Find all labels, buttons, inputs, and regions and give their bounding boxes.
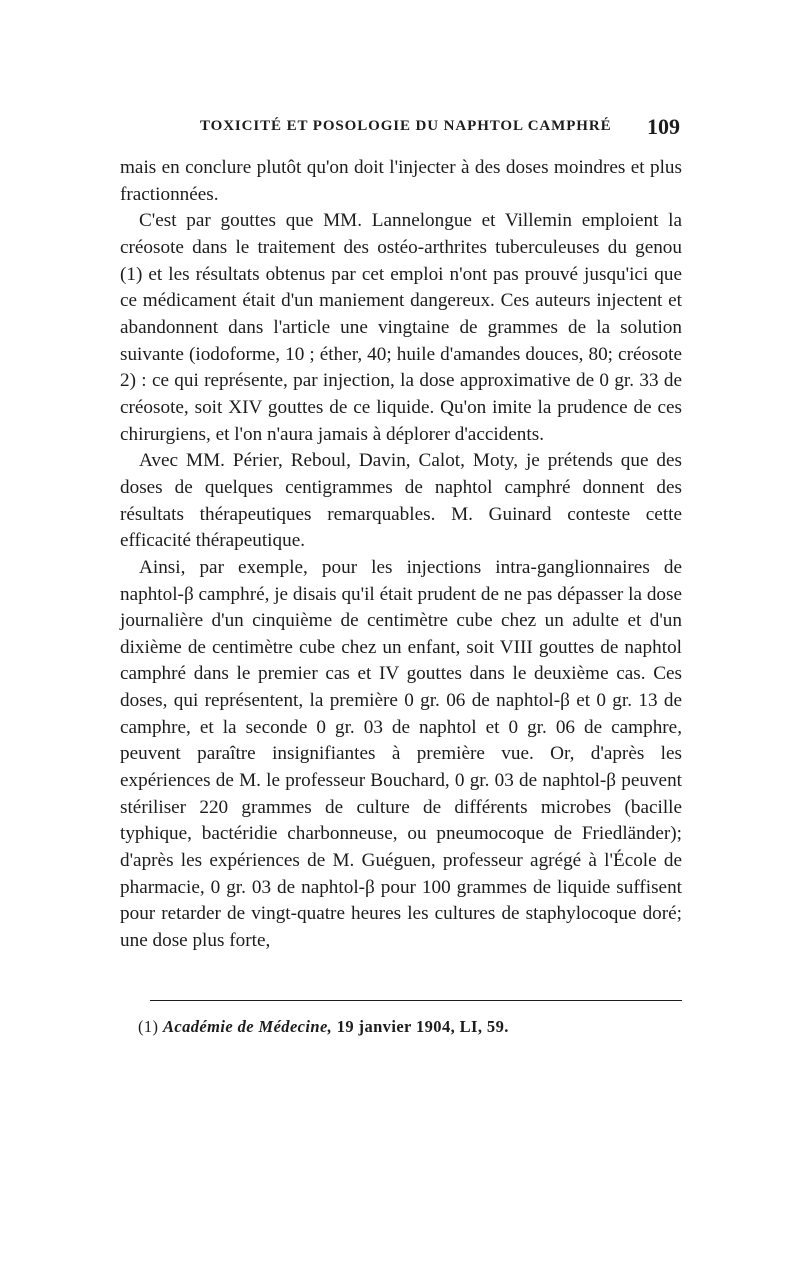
paragraph-doses: Avec MM. Périer, Reboul, Davin, Calot, Moty, je prétends que des doses de quelques centigrammes de naphtol camphré donnent des résultats thérapeutiques remarquables. M. Guinard conteste cette efficacité thérapeutique. xyxy=(120,450,682,552)
running-title: TOXICITÉ ET POSOLOGIE DU NAPHTOL CAMPHRÉ xyxy=(200,118,612,134)
paragraph-creosote: C'est par gouttes que MM. Lannelongue et Villemin emploient la créosote dans le traitement des ostéo-arthrites tuberculeuses du genou (1) et les résultats obtenus par cet emploi n'ont pas prouvé jusqu'ici que ce médicament était d'un maniement dangereux. Ces auteurs injectent et abandonnent dans l'article une vingtaine de grammes de la solution suivante (iodoforme, 10 ; éther, 40; huile d'amandes douces, 80; créosote 2) : ce qui représente, par injection, la dose approximative de 0 gr. 33 de créosote, soit XIV gouttes de ce liquide. Qu'on imite la prudence de ces chirurgiens, et l'on n'aura jamais à déplorer d'accidents. xyxy=(120,210,682,445)
body-text xyxy=(120,155,682,955)
footnote-journal: Académie de Médecine, xyxy=(162,1017,333,1036)
footnote-marker: (1) xyxy=(138,1017,159,1036)
footnote-reference: 19 janvier 1904, LI, 59. xyxy=(336,1017,509,1036)
running-head xyxy=(120,114,682,144)
paragraph-example: Ainsi, par exemple, pour les injections intra-ganglionnaires de naphtol-β camphré, je disais qu'il était prudent de ne pas dépasser la dose journalière d'un cinquième de centimètre cube chez un adulte et d'un dixième de centimètre cube chez un enfant, soit VIII gouttes de naphtol camphré dans le premier cas et IV gouttes dans le deuxième cas. Ces doses, qui représentent, la première 0 gr. 06 de naphtol-β et 0 gr. 13 de camphre, et la seconde 0 gr. 03 de naphtol et 0 gr. 06 de camphre, peuvent paraître insignifiantes à première vue. Or, d'après les expériences de M. le professeur Bouchard, 0 gr. 03 de naphtol-β peuvent stériliser 220 grammes de culture de différents microbes (bacille typhique, bactéridie charbonneuse, ou pneumocoque de Friedländer); d'après les expériences de M. Guéguen, professeur agrégé à l'École de pharmacie, 0 gr. 03 de naphtol-β pour 100 grammes de liquide suffisent pour retarder de vingt-quatre heures les cultures de staphylocoque doré; une dose plus forte, xyxy=(120,556,682,952)
page-number: 109 xyxy=(647,114,680,139)
paragraph-continuation: mais en conclure plutôt qu'on doit l'injecter à des doses moindres et plus fractionnées. xyxy=(120,157,682,205)
footnote xyxy=(138,1017,509,1037)
footnote-rule xyxy=(150,1000,682,1001)
